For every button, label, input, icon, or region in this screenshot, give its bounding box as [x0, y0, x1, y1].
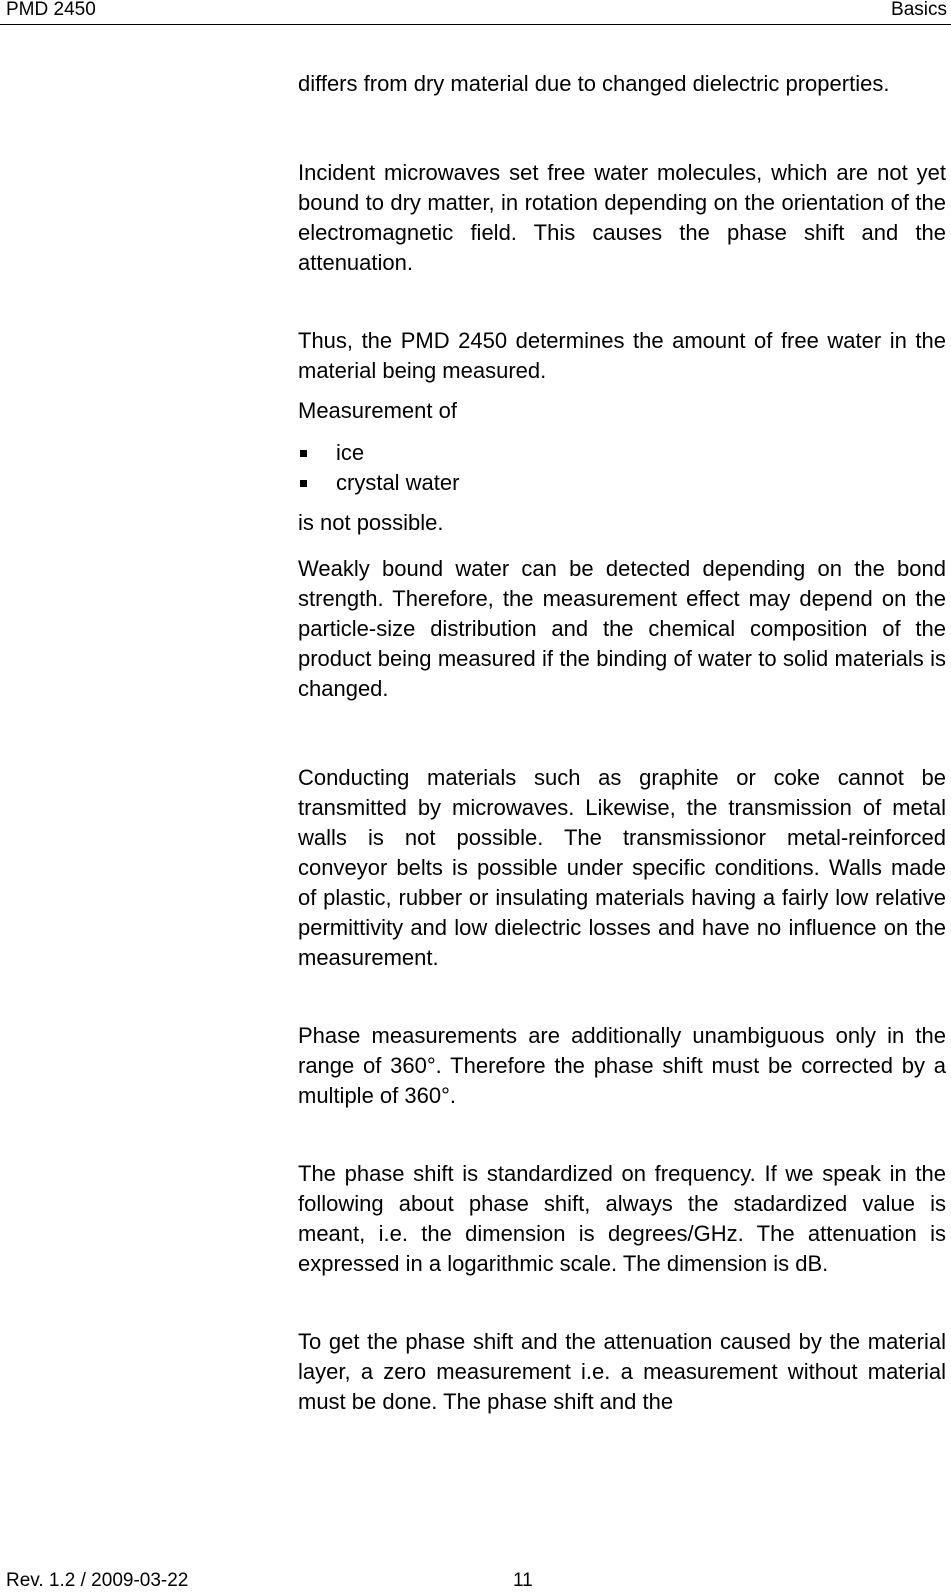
paragraph-weakly-bound-water: Weakly bound water can be detected depending on the bond strength. Therefore, the measurement effect may depend on the particle-size distribution and the chemical composition of the product being measured if the binding of water to solid materials is changed. — [298, 556, 946, 701]
footer-revision: Rev. 1.2 / 2009-03-22 — [6, 1570, 189, 1591]
bullet-list — [298, 438, 946, 498]
paragraph-phase-shift-standardized: The phase shift is standardized on frequency. If we speak in the following about phase shift, always the stadardized value is meant, i.e. the dimension is degrees/GHz. The attenuation is expressed in a logarithmic scale. The dimension is dB. — [298, 1161, 946, 1276]
paragraph-zero-measurement: To get the phase shift and the attenuation caused by the material layer, a zero measurement i.e. a measurement without material must be done. The phase shift and the — [298, 1329, 946, 1414]
list-item-text: crystal water — [336, 470, 460, 495]
page-number: 11 — [513, 1570, 533, 1591]
header-section-title: Basics — [891, 0, 947, 20]
page-header — [0, 0, 951, 25]
list-item — [298, 438, 946, 468]
paragraph-measurement-of: Measurement of — [298, 398, 457, 423]
list-item — [298, 468, 946, 498]
paragraph-incident-microwaves: Incident microwaves set free water molecules, which are not yet bound to dry matter, in rotation depending on the orientation of the electromagnetic field. This causes the phase shift and the attenuation. — [298, 160, 946, 275]
paragraph-conducting-materials: Conducting materials such as graphite or coke cannot be transmitted by microwaves. Likewise, the transmission of metal walls is not possible. The transmissionor metal-reinforced conveyor belts is possible under specific conditions. Walls made of plastic, rubber or insulating materials having a fairly low relative permittivity and low dielectric losses and have no influence on the measurement. — [298, 765, 946, 970]
square-bullet-icon — [300, 450, 307, 457]
paragraph-not-possible: is not possible. — [298, 510, 444, 535]
square-bullet-icon — [300, 480, 307, 487]
paragraph-phase-measurements: Phase measurements are additionally unambiguous only in the range of 360°. Therefore the phase shift must be corrected by a multiple of 360°. — [298, 1023, 946, 1108]
paragraph-dielectric: differs from dry material due to changed dielectric properties. — [298, 71, 890, 96]
paragraph-free-water: Thus, the PMD 2450 determines the amount of free water in the material being measured. — [298, 328, 946, 383]
list-item-text: ice — [336, 440, 365, 465]
page-body — [298, 69, 946, 1417]
header-document-title: PMD 2450 — [6, 0, 96, 20]
